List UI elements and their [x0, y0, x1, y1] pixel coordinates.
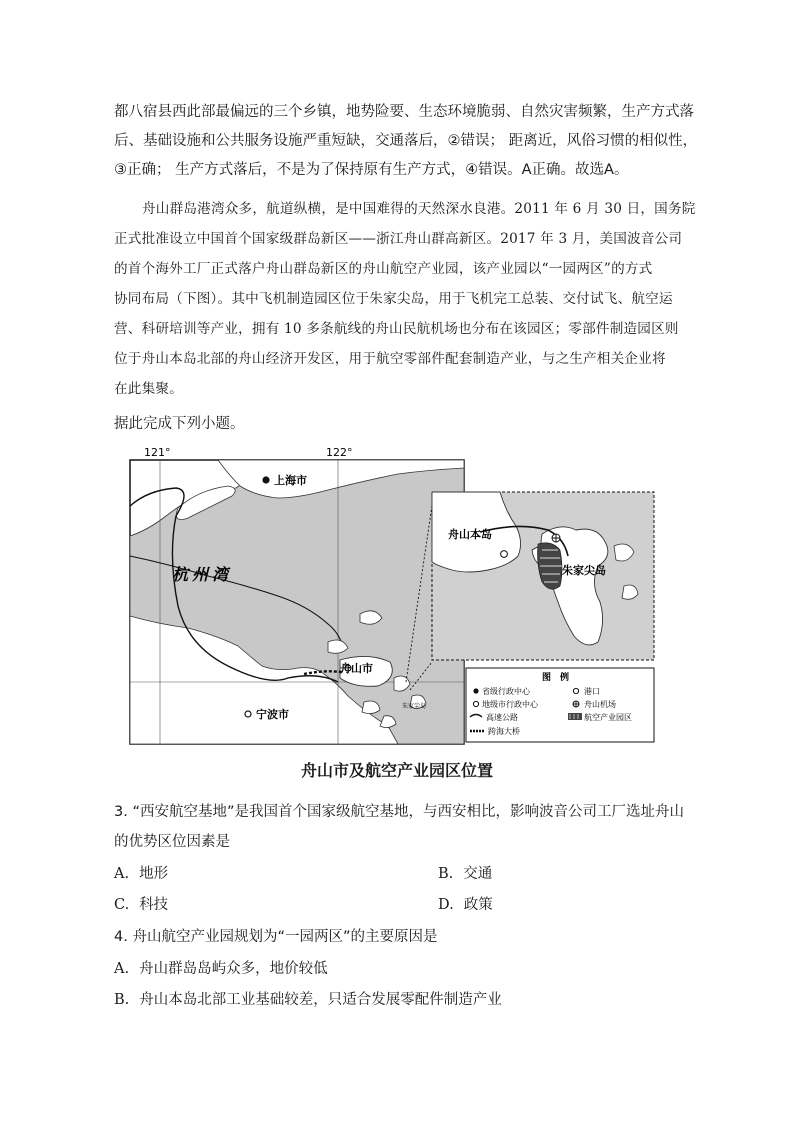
lon-label-121: 121°	[144, 446, 171, 459]
option-3a[interactable]: A. 地形	[114, 866, 169, 882]
legend-provincial-center: 省级行政中心	[482, 687, 530, 696]
label-hangzhou-bay: 杭州湾	[172, 565, 233, 584]
option-3b[interactable]: B. 交通	[438, 866, 493, 882]
option-3d[interactable]: D. 政策	[438, 897, 493, 913]
label-zhujiajian-small: 朱家尖岛	[402, 703, 427, 710]
zhoushan-map	[128, 446, 658, 746]
legend-title: 图 例	[542, 673, 570, 683]
instruction-text: 据此完成下列小题。	[114, 416, 245, 432]
legend-sea-bridge: 跨海大桥	[488, 727, 520, 736]
port-icon	[501, 551, 508, 558]
question-4-stem: 4. 舟山航空产业园规划为“一园两区”的主要原因是	[114, 929, 438, 945]
label-zhoushan-island: 舟山本岛	[448, 528, 492, 541]
legend-provincial-symbol	[473, 688, 478, 693]
lon-label-122: 122°	[326, 446, 353, 459]
map-caption: 舟山市及航空产业园区位置	[300, 761, 493, 780]
legend-prefecture-center: 地级市行政中心	[482, 700, 538, 709]
prefecture-center-marker	[245, 711, 251, 717]
reading-passage	[114, 194, 696, 404]
text-line: 在此集聚。	[114, 381, 183, 397]
question-3-stem: 3. “西安航空基地”是我国首个国家级航空基地，与西安相比，影响波音公司工厂选址舟山	[114, 804, 684, 820]
text-line: ③正确； 生产方式落后，不是为了保持原有生产方式，④错误。A正确。故选A。	[114, 162, 629, 178]
option-4a[interactable]: A. 舟山群岛岛屿众多，地价较低	[114, 961, 328, 977]
label-ningbo: 宁波市	[256, 708, 289, 721]
legend-aviation-park: 航空产业园区	[584, 713, 632, 722]
label-zhoushan-city: 舟山市	[340, 662, 373, 675]
text-line: 正式批准设立中国首个国家级群岛新区——浙江舟山群高新区。2017 年 3 月，美国波音公司	[114, 231, 683, 247]
label-zhujiajian: 朱家尖岛	[562, 564, 606, 577]
option-4b[interactable]: B. 舟山本岛北部工业基础较差，只适合发展零配件制造产业	[114, 992, 502, 1008]
provincial-center-marker	[262, 476, 269, 483]
text-line: 协同布局（下图）。其中飞机制造园区位于朱家尖岛，用于飞机完工总装、交付试飞、航空运	[114, 291, 673, 307]
answer-explanation	[114, 98, 698, 185]
legend-expressway: 高速公路	[486, 713, 518, 722]
legend-airport: 舟山机场	[584, 700, 616, 709]
question-3-stem-cont: 的优势区位因素是	[114, 834, 230, 850]
text-line: 位于舟山本岛北部的舟山经济开发区，用于航空零部件配套制造产业，与之生产相关企业将	[114, 351, 666, 367]
text-line: 都八宿县西此部最偏远的三个乡镇，地势险要、生态环境脆弱、自然灾害频繁，生产方式落	[114, 104, 694, 120]
label-shanghai: 上海市	[274, 474, 307, 487]
text-line: 营、科研培训等产业，拥有 10 多条航线的舟山民航机场也分布在该园区；零部件制造园区则	[114, 321, 679, 337]
legend-port-symbol	[573, 688, 578, 693]
legend-port: 港口	[584, 687, 600, 696]
option-3c[interactable]: C. 科技	[114, 897, 169, 913]
text-line: 舟山群岛港湾众多，航道纵横，是中国难得的天然深水良港。2011 年 6 月 30 日，国务院	[142, 201, 696, 217]
legend-prefecture-symbol	[473, 701, 478, 706]
text-line: 后、基础设施和公共服务设施严重短缺，交通落后，②错误； 距离近，风俗习惯的相似性，	[114, 133, 698, 149]
text-line: 的首个海外工厂正式落户舟山群岛新区的舟山航空产业园，该产业园以“一园两区”的方式	[114, 261, 653, 277]
